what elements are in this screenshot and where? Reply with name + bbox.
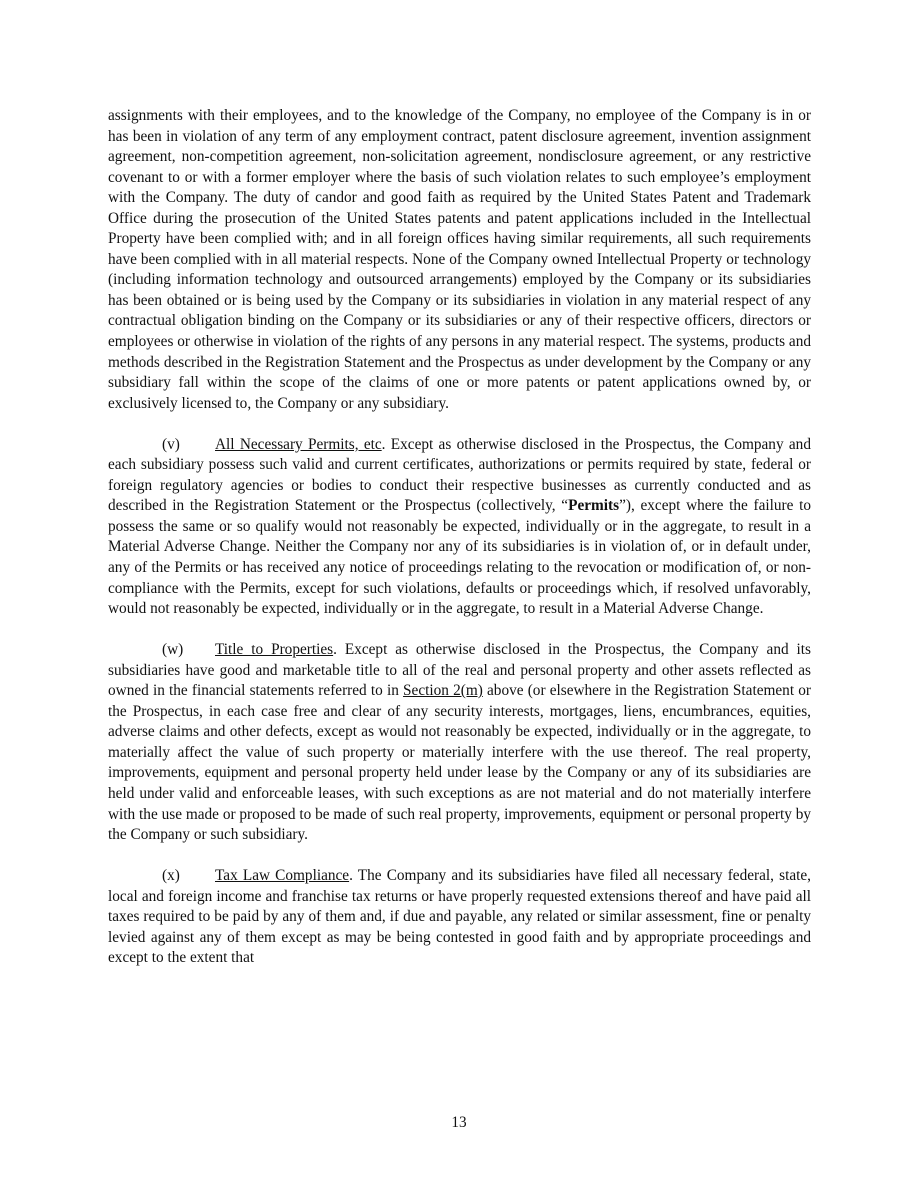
section-w-cross-reference: Section 2(m) — [403, 682, 483, 700]
section-w-text-after: above (or elsewhere in the Registration Statement or the Prospectus, in each case free and clear of any security interests, mortgages, liens, encumbrances, equities, adverse claims and other defects, except as would not reasonably be expected, individually or in the aggregate, to materially affect the value of such property or materially interfere with the use thereof. The real property, improvements, equipment and personal property held under lease by the Company or any of its subsidiaries are held under valid and enforceable leases, with such exceptions as are not material and do not materially interfere with the use made or proposed to be made of such real property, improvements, equipment or personal property by the Company or such subsidiary. — [108, 682, 811, 844]
section-v-text-before: . Except as otherwise disclosed in the Prospectus, the Company and each subsidiary possess such valid and current certificates, authorizations or permits required by state, federal or foreign regulatory agencies or bodies to conduct their respective businesses as currently conducted and as described in the Registration Statement or the Prospectus (collectively, “ — [108, 435, 811, 515]
section-v-paragraph — [108, 435, 811, 620]
section-v-number: (v) — [162, 435, 180, 453]
section-v-defined-term: Permits — [568, 497, 620, 515]
section-x-paragraph — [108, 866, 811, 969]
section-w-paragraph — [108, 640, 811, 845]
continued-paragraph — [108, 106, 811, 414]
page-number: 13 — [451, 1114, 467, 1131]
section-w-text-before: . Except as otherwise disclosed in the Prospectus, the Company and its subsidiaries have good and marketable title to all of the real and personal property and other assets reflected as owned in the financial statements referred to in — [108, 641, 811, 700]
section-v-text-after: ”), except where the failure to possess the same or so qualify would not reasonably be expected, individually or in the aggregate, to result in a Material Adverse Change. Neither the Company nor any of its subsidiaries is in violation of, or in default under, any of the Permits or has received any notice of proceedings relating to the revocation or modification of, or non-compliance with the Permits, except for such violations, defaults or proceedings which, if resolved unfavorably, would not reasonably be expected, individually or in the aggregate, to result in a Material Adverse Change. — [108, 497, 812, 618]
section-x-text: . The Company and its subsidiaries have filed all necessary federal, state, local and foreign income and franchise tax returns or have properly requested extensions thereof and have paid all taxes required to be paid by any of them and, if due and payable, any related or similar assessment, fine or penalty levied against any of them except as may be being contested in good faith and by appropriate proceedings and except to the extent that — [108, 867, 811, 967]
section-w-title: Title to Properties — [215, 641, 334, 659]
section-w-number: (w) — [162, 641, 184, 659]
continued-paragraph-text: assignments with their employees, and to the knowledge of the Company, no employee of the Company is in or has been in violation of any term of any employment contract, patent disclosure agreement, invention assignment agreement, non-competition agreement, non-solicitation agreement, nondisclosure agreement, or any restrictive covenant to or with a former employer where the basis of such violation relates to such employee’s employment with the Company. The duty of candor and good faith as required by the United States Patent and Trademark Office during the prosecution of the United States patents and patent applications included in the Intellectual Property have been complied with; and in all foreign offices having similar requirements, all such requirements have been complied with in all material respects. None of the Company owned Intellectual Property or technology (including information technology and outsourced arrangements) employed by the Company or its subsidiaries has been obtained or is being used by the Company or its subsidiaries in violation in any material respect of any contractual obligation binding on the Company or its subsidiaries or any of their respective officers, directors or employees or otherwise in violation of the rights of any persons in any material respect. The systems, products and methods described in the Registration Statement and the Prospectus as under development by the Company or any subsidiary fall within the scope of the claims of one or more patents or patent applications owned by, or exclusively licensed to, the Company or any subsidiary. — [108, 107, 811, 412]
document-page — [108, 106, 811, 989]
section-x-number: (x) — [162, 867, 180, 885]
section-x-title: Tax Law Compliance — [215, 867, 350, 885]
section-v-title: All Necessary Permits, etc — [215, 435, 382, 453]
